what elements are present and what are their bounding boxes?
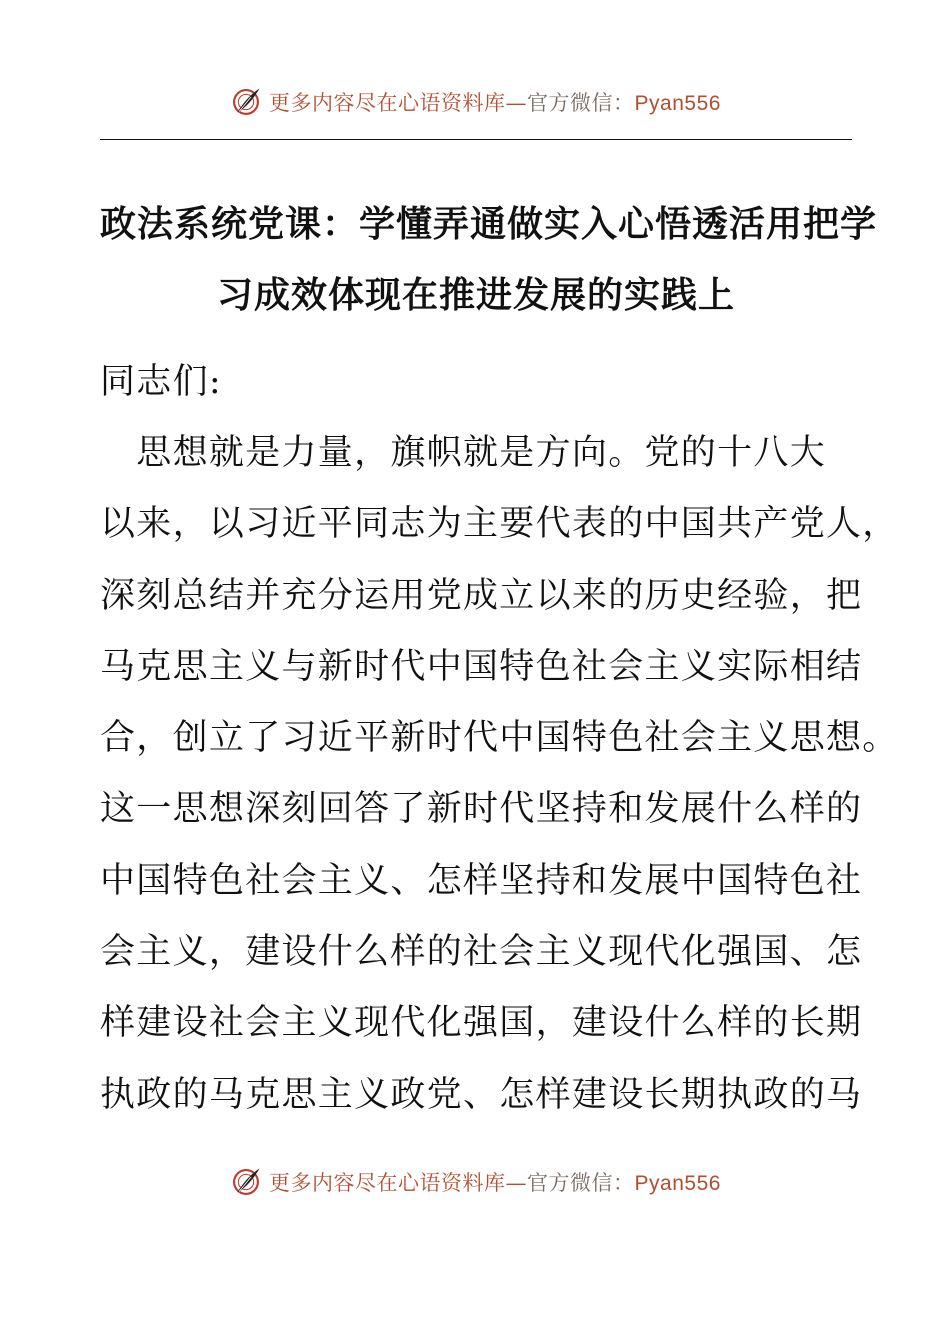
banner-dash: — <box>505 91 528 115</box>
document-title-line-1: 政法系统党课：学懂弄通做实入心悟透活用把学 <box>100 204 878 245</box>
feather-pen-logo-icon <box>229 85 263 119</box>
banner-dash: — <box>505 1171 528 1195</box>
body-line: 合，创立了习近平新时代中国特色社会主义思想。 <box>100 718 899 758</box>
body-line: 思想就是力量，旗帜就是方向。党的十八大 <box>100 433 827 473</box>
body-line: 会主义，建设什么样的社会主义现代化强国、怎 <box>100 932 863 972</box>
greeting: 同志们: <box>100 362 222 402</box>
banner-wechat-id: Pyan556 <box>634 1172 721 1195</box>
banner-wechat-label: 官方微信： <box>527 1171 635 1195</box>
body-line: 这一思想深刻回答了新时代坚持和发展什么样的 <box>100 789 863 829</box>
banner-site: 更多内容尽在心语资料库 <box>269 91 506 115</box>
header-banner <box>0 82 950 122</box>
banner-wechat-id: Pyan556 <box>634 92 721 115</box>
banner-wechat-label: 官方微信： <box>527 91 635 115</box>
body-line: 执政的马克思主义政党、怎样建设长期执政的马 <box>100 1075 863 1115</box>
footer-banner <box>0 1162 950 1202</box>
body-line: 中国特色社会主义、怎样坚持和发展中国特色社 <box>100 861 863 901</box>
body-line: 以来，以习近平同志为主要代表的中国共产党人， <box>100 504 899 544</box>
banner-text <box>269 87 721 117</box>
feather-pen-logo-icon <box>229 1165 263 1199</box>
body-line: 深刻总结并充分运用党成立以来的历史经验，把 <box>100 576 863 616</box>
body-line: 马克思主义与新时代中国特色社会主义实际相结 <box>100 647 863 687</box>
banner-site: 更多内容尽在心语资料库 <box>269 1171 506 1195</box>
body-line: 样建设社会主义现代化强国，建设什么样的长期 <box>100 1003 863 1043</box>
banner-text <box>269 1167 721 1197</box>
header-divider <box>100 139 852 140</box>
document-title-line-2: 习成效体现在推进发展的实践上 <box>216 275 735 316</box>
